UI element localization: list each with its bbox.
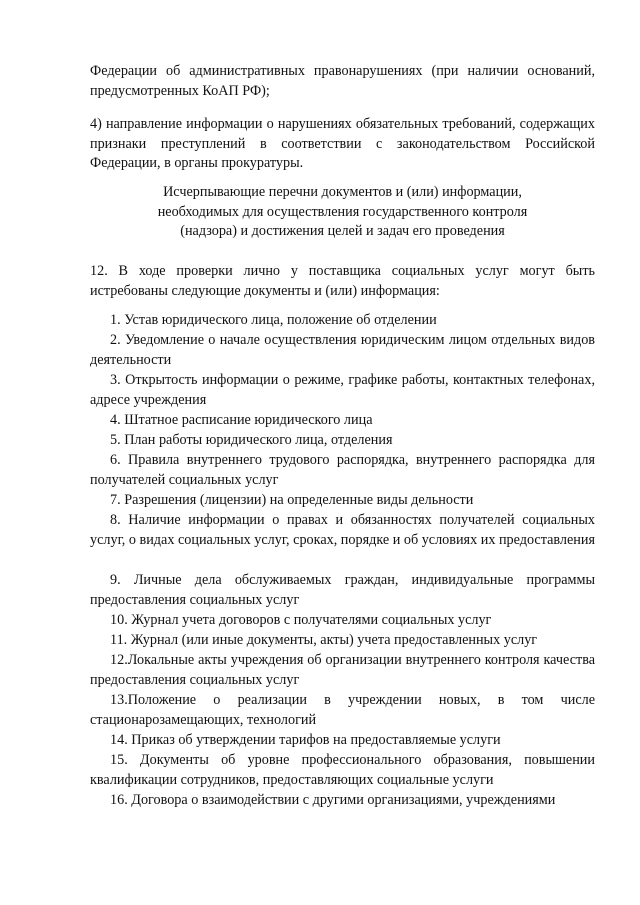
- section-heading-line: (надзора) и достижения целей и задач его проведения: [180, 223, 505, 240]
- list-item-text: 14. Приказ об утверждении тарифов на предоставляемые услуги: [110, 732, 501, 748]
- paragraph-continuation: Федерации об административных правонарушениях (при наличии оснований, предусмотренных КоАП РФ);: [90, 63, 595, 99]
- list-item-text: 6. Правила внутреннего трудового распорядка, внутреннего распорядка для получателей социальных услуг: [90, 452, 595, 488]
- paragraph-item-4: 4) направление информации о нарушениях обязательных требований, содержащих признаки преступлений в соответствии с законодательством Российской Федерации, в органы прокуратуры.: [90, 116, 595, 172]
- list-item: [90, 651, 595, 690]
- list-item-text: 3. Открытость информации о режиме, графике работы, контактных телефонах, адресе учреждения: [90, 372, 595, 408]
- list-item-text: 8. Наличие информации о правах и обязанностях получателей социальных услуг, о видах социальных услуг, сроках, порядке и об условиях их предоставления: [90, 512, 595, 548]
- list-item-text: 12.Локальные акты учреждения об организации внутреннего контроля качества предоставления социальных услуг: [90, 652, 595, 688]
- section-heading-line: необходимых для осуществления государственного контроля: [157, 203, 528, 220]
- list-item: [90, 431, 595, 451]
- list-item: [90, 491, 595, 511]
- list-item: [90, 751, 595, 790]
- list-item: [90, 791, 595, 811]
- paragraph-12: 12. В ходе проверки лично у поставщика социальных услуг могут быть истребованы следующие документы и (или) информация:: [90, 263, 595, 299]
- list-item: [90, 311, 595, 331]
- list-item-text: 4. Штатное расписание юридического лица: [110, 412, 373, 428]
- list-item-text: 1. Устав юридического лица, положение об отделении: [110, 312, 437, 328]
- list-item: [90, 511, 595, 550]
- list-item: [90, 611, 595, 631]
- list-item-text: 16. Договора о взаимодействии с другими организациями, учреждениями: [110, 792, 556, 808]
- list-item-text: 13.Положение о реализации в учреждении новых, в том числе стационарозамещающих, технологий: [90, 692, 595, 728]
- list-item: [90, 731, 595, 751]
- list-item-text: 11. Журнал (или иные документы, акты) учета предоставленных услуг: [110, 632, 538, 648]
- list-item-text: 2. Уведомление о начале осуществления юридическим лицом отдельных видов деятельности: [90, 332, 595, 368]
- list-item: [90, 691, 595, 730]
- list-item: [90, 451, 595, 490]
- section-heading: [90, 183, 595, 242]
- list-item-text: 7. Разрешения (лицензии) на определенные виды дельности: [110, 492, 474, 508]
- list-item-text: 5. План работы юридического лица, отделения: [110, 432, 393, 448]
- section-heading-line: Исчерпывающие перечни документов и (или) информации,: [163, 184, 522, 200]
- list-item: [90, 571, 595, 610]
- list-item: [90, 331, 595, 370]
- list-item-text: 15. Документы об уровне профессионального образования, повышении квалификации сотрудников, предоставляющих социальные услуги: [90, 752, 595, 788]
- list-item-text: 9. Личные дела обслуживаемых граждан, индивидуальные программы предоставления социальных услуг: [90, 572, 595, 608]
- list-item: [90, 631, 595, 651]
- list-item: [90, 411, 595, 431]
- list-item-text: 10. Журнал учета договоров с получателями социальных услуг: [110, 612, 492, 628]
- list-item: [90, 371, 595, 410]
